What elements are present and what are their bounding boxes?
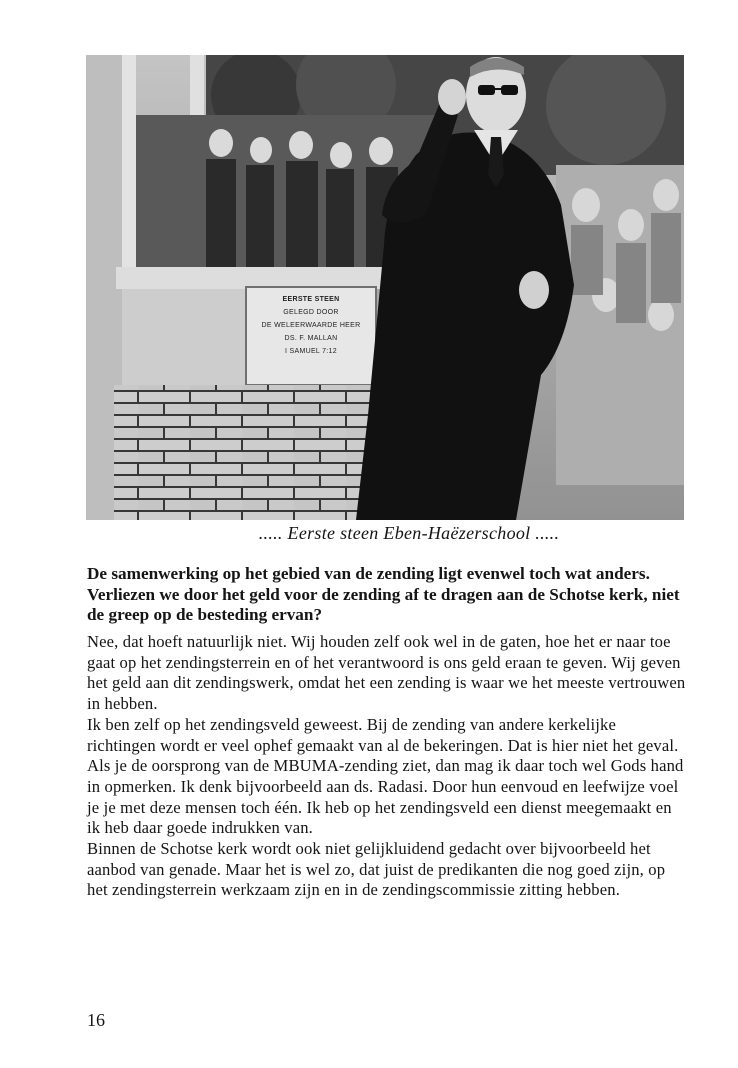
photo-caption: ..... Eerste steen Eben-Haëzerschool ..... [258,523,560,543]
foundation-stone-photo [86,55,684,520]
answer-paragraph: Binnen de Schotse kerk wordt ook niet gelijkluidend gedacht over bijvoorbeeld het aanbod van genade. Maar het is wel zo, dat juist de predikanten die nog goed zijn, op het zendingsterrein werkzaam zijn en in de zendingscommissie zitting hebben. [87,839,666,900]
plaque-line: DE WELEERWAARDE HEER [261,322,361,329]
plaque-line: GELEGD DOOR [283,309,339,316]
interview-question: De samenwerking op het gebied van de zending ligt evenwel toch wat anders. Verliezen we door het geld voor de zending af te dragen aan de Schotse kerk, niet de greep op de besteding ervan? [87,564,680,624]
plaque-text [248,293,374,358]
plaque-line: I SAMUEL 7:12 [285,348,337,355]
interview-answer [87,632,689,901]
answer-paragraph: Ik ben zelf op het zendingsveld geweest. Bij de zending van andere kerkelijke richtingen wordt er veel ophef gemaakt van al de bekeringen. Dat is hier niet het geval. Als je de oorsprong van de MBUMA-zending ziet, dan mag ik daar toch wel Gods hand in opmerken. Ik denk bijvoorbeeld aan ds. Radasi. Door hun eenvoud en leefwijze voel je je met deze mensen toch één. Ik heb op het zendingsveld een dienst meegemaakt en ik heb daar goede indrukken van. [87,714,684,838]
plaque-line: EERSTE STEEN [282,296,340,303]
answer-paragraph: Nee, dat hoeft natuurlijk niet. Wij houden zelf ook wel in de gaten, hoe het er naar toe gaat op het zendingsterrein en of het verantwoord is ons geld eraan te geven. Wij geven het geld aan dit zendingswerk, omdat het een zending is waar we het meeste vertrouwen in hebben. [87,632,686,714]
plaque-line: DS. F. MALLAN [284,335,338,342]
page-number: 16 [87,1010,105,1030]
